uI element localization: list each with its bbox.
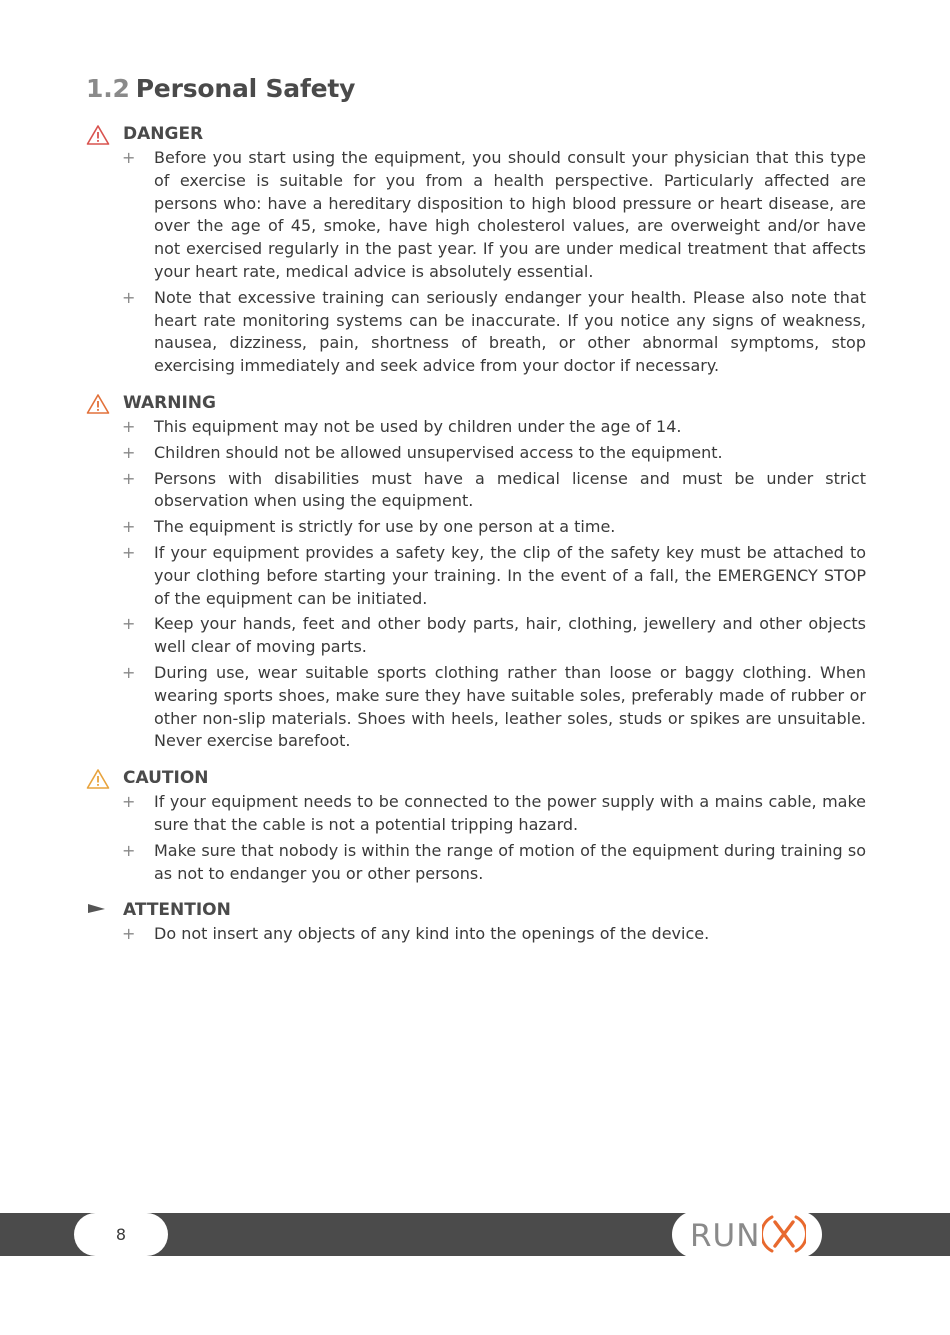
list-item <box>86 840 866 886</box>
list-item <box>86 442 866 465</box>
item-text: Do not insert any objects of any kind into the openings of the device. <box>154 924 710 944</box>
danger-header <box>86 123 866 147</box>
warning-section <box>86 392 866 753</box>
plus-bullet-icon: + <box>122 840 136 860</box>
page-number-badge <box>74 1213 168 1256</box>
section-title: Personal Safety <box>135 74 356 103</box>
plus-bullet-icon: + <box>122 517 136 537</box>
warning-list <box>86 416 866 753</box>
plus-bullet-icon: + <box>122 287 136 307</box>
item-text: If your equipment provides a safety key, the clip of the safety key must be attached to your clothing before starting your training. In the event of a fall, the EMERGENCY STOP of the equipment can be initiated. <box>154 542 866 608</box>
logo-x-mark-icon <box>762 1213 806 1255</box>
list-item <box>86 516 866 539</box>
item-text: During use, wear suitable sports clothing rather than loose or baggy clothing. When wearing sports shoes, make sure they have suitable soles, preferably made of rubber or other non-slip materials. Shoes with heels, leather soles, studs or spikes are unsuitable. Never exercise barefoot. <box>154 662 866 751</box>
warning-header <box>86 392 866 416</box>
plus-bullet-icon: + <box>122 662 136 682</box>
danger-triangle-icon <box>86 124 110 146</box>
plus-bullet-icon: + <box>122 148 136 167</box>
logo-text: RUN <box>690 1218 761 1254</box>
list-item <box>86 791 866 837</box>
page-heading <box>86 74 355 103</box>
item-text: Children should not be allowed unsupervised access to the equipment. <box>154 442 723 462</box>
attention-label: ATTENTION <box>123 900 231 921</box>
item-text: This equipment may not be used by children under the age of 14. <box>154 416 682 436</box>
warning-triangle-icon <box>86 393 110 415</box>
caution-triangle-icon <box>86 768 110 790</box>
list-item <box>86 147 866 284</box>
caution-label: CAUTION <box>123 768 209 789</box>
warning-label: WARNING <box>123 392 216 413</box>
attention-list <box>86 923 866 946</box>
plus-bullet-icon: + <box>122 468 136 488</box>
page-number: 8 <box>115 1225 127 1244</box>
item-text: The equipment is strictly for use by one person at a time. <box>154 517 616 537</box>
item-text: If your equipment needs to be connected to the power supply with a mains cable, make sure that the cable is not a potential tripping hazard. <box>154 792 866 834</box>
brand-logo <box>672 1211 822 1258</box>
list-item <box>86 287 866 378</box>
item-text: Note that excessive training can seriously endanger your health. Please also note that heart rate monitoring systems can be inaccurate. If you notice any signs of weakness, nausea, dizziness, pain, shortness of breath, or other abnormal symptoms, stop exercising immediately and seek advice from your doctor if necessary. <box>154 287 866 376</box>
attention-section <box>86 899 866 946</box>
item-text: Make sure that nobody is within the range of motion of the equipment during training so as not to endanger you or other persons. <box>154 840 866 883</box>
list-item <box>86 923 866 946</box>
caution-section <box>86 767 866 885</box>
plus-bullet-icon: + <box>122 542 136 562</box>
list-item <box>86 468 866 514</box>
list-item <box>86 542 866 610</box>
list-item <box>86 416 866 439</box>
danger-list <box>86 147 866 378</box>
list-item <box>86 662 866 753</box>
item-text: Before you start using the equipment, you should consult your physician that this type of exercise is suitable for you from a health perspective. Particularly affected are persons who: have a hereditary disposition to high blood pressure or heart disease, are over the age of 45, smoke, have high cholesterol values, are overweight and/or have not exercised regularly in the past year. If you are under medical treatment that affects your heart rate, medical advice is absolutely essential. <box>154 148 866 281</box>
danger-label: DANGER <box>123 124 204 144</box>
safety-content <box>86 123 866 960</box>
plus-bullet-icon: + <box>122 442 136 462</box>
attention-header <box>86 899 866 923</box>
plus-bullet-icon: + <box>122 614 136 634</box>
plus-bullet-icon: + <box>122 924 136 944</box>
section-number: 1.2 <box>86 74 130 103</box>
caution-header <box>86 767 866 791</box>
danger-section <box>86 123 866 378</box>
attention-arrow-icon <box>86 900 110 922</box>
list-item <box>86 613 866 659</box>
plus-bullet-icon: + <box>122 416 136 436</box>
caution-list <box>86 791 866 885</box>
item-text: Keep your hands, feet and other body parts, hair, clothing, jewellery and other objects well clear of moving parts. <box>154 614 866 657</box>
item-text: Persons with disabilities must have a medical license and must be under strict observation when using the equipment. <box>154 468 866 511</box>
plus-bullet-icon: + <box>122 792 136 812</box>
